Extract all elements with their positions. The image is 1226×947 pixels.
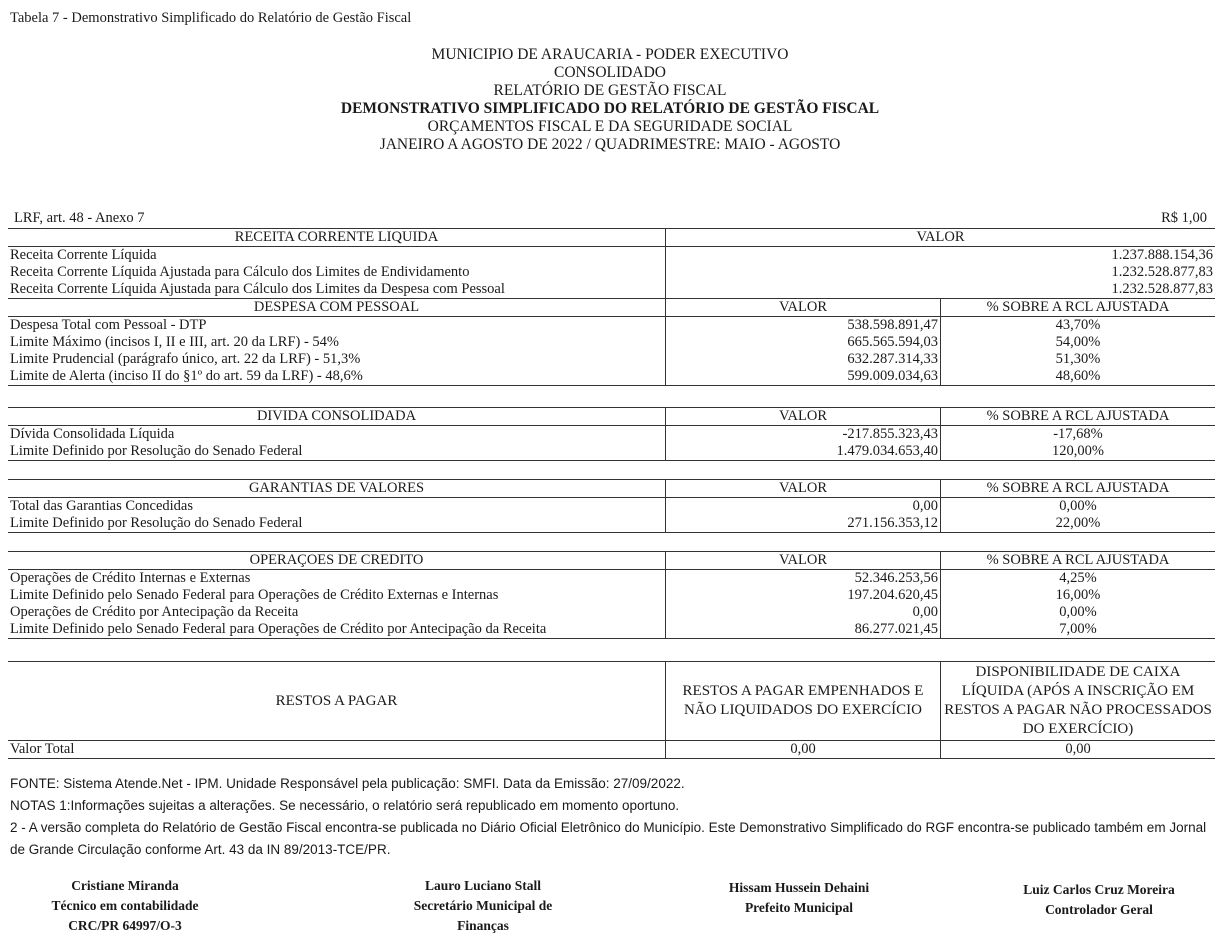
row-value: 271.156.353,12 [666, 515, 941, 533]
notes-section [10, 773, 1220, 861]
valor-header: VALOR [666, 552, 941, 570]
signature-role: Controlador Geral [1045, 902, 1153, 917]
row-value: 197.204.620,45 [666, 587, 941, 604]
row-label: Limite Definido pelo Senado Federal para Operações de Crédito por Antecipação da Receita [8, 621, 666, 639]
row-pct: 22,00% [941, 515, 1216, 533]
pct-header: % SOBRE A RCL AJUSTADA [941, 480, 1216, 498]
garantias-table [8, 479, 1215, 533]
row-pct: 16,00% [941, 587, 1216, 604]
row-pct: 7,00% [941, 621, 1216, 639]
signature-controller [984, 880, 1214, 920]
restos-table [8, 661, 1215, 759]
valor-header: VALOR [666, 480, 941, 498]
table-row [8, 480, 1215, 498]
pct-header: % SOBRE A RCL AJUSTADA [941, 408, 1216, 426]
table-row [8, 570, 1215, 588]
row-label: Dívida Consolidada Líquida [10, 426, 175, 442]
row-value: 1.479.034.653,40 [666, 443, 941, 461]
row-value: 0,00 [666, 741, 941, 759]
row-label: Limite Definido por Resolução do Senado Federal [8, 515, 666, 533]
row-label: Limite de Alerta (inciso II do §1º do art. 59 da LRF) - 48,6% [8, 368, 666, 386]
note-1: NOTAS 1:Informações sujeitas a alterações. Se necessário, o relatório será republicado em momento oportuno. [10, 798, 680, 813]
divida-table [8, 407, 1215, 461]
table-row [8, 426, 1215, 444]
table-row [8, 247, 1215, 265]
signature-role: Técnico em contabilidade [51, 898, 199, 913]
row-pct: 0,00% [941, 604, 1216, 621]
pct-header: % SOBRE A RCL AJUSTADA [941, 299, 1216, 317]
signature-name: Luiz Carlos Cruz Moreira [1023, 882, 1175, 897]
row-label: Despesa Total com Pessoal - DTP [10, 317, 207, 333]
header-period: JANEIRO A AGOSTO DE 2022 / QUADRIMESTRE: MAIO - AGOSTO [379, 136, 841, 153]
row-label: Receita Corrente Líquida Ajustada para Cálculo dos Limites da Despesa com Pessoal [8, 281, 666, 299]
garantias-header: GARANTIAS DE VALORES [8, 480, 666, 498]
row-value: 1.232.528.877,83 [666, 264, 1216, 281]
row-value: -217.855.323,43 [666, 426, 941, 444]
source-note: FONTE: Sistema Atende.Net - IPM. Unidade Responsável pela publicação: SMFI. Data da Emissão: 27/09/2022. [10, 776, 685, 791]
row-pct: -17,68% [941, 426, 1216, 444]
rcl-valor-header: VALOR [666, 229, 1216, 247]
table-row [8, 515, 1215, 533]
table-row [8, 264, 1215, 281]
row-label: Receita Corrente Líquida [10, 247, 157, 263]
row-pct: 120,00% [941, 443, 1216, 461]
row-value: 1.232.528.877,83 [666, 281, 1216, 299]
table-row [8, 334, 1215, 351]
row-label: Total das Garantias Concedidas [10, 498, 193, 514]
row-pct: 43,70% [941, 317, 1216, 335]
row-value: 632.287.314,33 [666, 351, 941, 368]
table-row [8, 741, 1215, 759]
table-row [8, 229, 1215, 247]
signature-name: Cristiane Miranda [71, 878, 179, 893]
signature-role: Secretário Municipal de [413, 898, 553, 913]
table-row [8, 299, 1215, 317]
restos-col3-header: DISPONIBILIDADE DE CAIXA LÍQUIDA (APÓS A INSCRIÇÃO EM RESTOS A PAGAR NÃO PROCESSADOS DO EXERCÍCIO) [941, 662, 1216, 741]
table-row [8, 621, 1215, 639]
row-label: Limite Prudencial (parágrafo único, art. 22 da LRF) - 51,3% [10, 351, 361, 367]
row-value: 1.237.888.154,36 [666, 247, 1216, 265]
row-value: 0,00 [941, 741, 1216, 759]
header-budgets: ORÇAMENTOS FISCAL E DA SEGURIDADE SOCIAL [427, 118, 793, 135]
row-value: 86.277.021,45 [666, 621, 941, 639]
signature-accountant [20, 876, 230, 936]
credito-header: OPERAÇOES DE CREDITO [8, 552, 666, 570]
restos-col2-header: RESTOS A PAGAR EMPENHADOS E NÃO LIQUIDADOS DO EXERCÍCIO [666, 662, 941, 741]
table-row [8, 662, 1215, 741]
credito-table [8, 551, 1215, 639]
signature-name: Hissam Hussein Dehaini [728, 880, 870, 895]
header-report: RELATÓRIO DE GESTÃO FISCAL [493, 82, 727, 99]
signature-extra: Finanças [457, 918, 509, 933]
table-row [8, 351, 1215, 368]
row-label: Limite Definido por Resolução do Senado Federal [8, 443, 666, 461]
pct-header: % SOBRE A RCL AJUSTADA [941, 552, 1216, 570]
table-row [8, 281, 1215, 299]
table-row [8, 443, 1215, 461]
row-label: Limite Máximo (incisos I, II e III, art. 20 da LRF) - 54% [10, 334, 339, 350]
row-label: Operações de Crédito por Antecipação da Receita [10, 604, 299, 620]
row-value: 0,00 [666, 498, 941, 516]
row-value: 0,00 [666, 604, 941, 621]
table-row [8, 552, 1215, 570]
table-row [8, 604, 1215, 621]
row-value: 538.598.891,47 [666, 317, 941, 335]
row-label: Operações de Crédito Internas e Externas [10, 570, 251, 586]
signature-extra: CRC/PR 64997/O-3 [68, 918, 182, 933]
report-header [0, 46, 1220, 154]
table-row [8, 368, 1215, 386]
row-value: 599.009.034,63 [666, 368, 941, 386]
header-title: DEMONSTRATIVO SIMPLIFICADO DO RELATÓRIO DE GESTÃO FISCAL [340, 100, 880, 117]
row-label: Valor Total [8, 741, 666, 759]
row-label: Limite Definido pelo Senado Federal para Operações de Crédito Externas e Internas [10, 587, 499, 603]
signature-role: Prefeito Municipal [744, 900, 854, 915]
table-row [8, 408, 1215, 426]
table-row [8, 587, 1215, 604]
lrf-reference: LRF, art. 48 - Anexo 7 [14, 210, 145, 226]
valor-header: VALOR [666, 299, 941, 317]
rcl-header: RECEITA CORRENTE LIQUIDA [8, 229, 666, 247]
row-pct: 51,30% [941, 351, 1216, 368]
row-pct: 0,00% [941, 498, 1216, 516]
table-caption: Tabela 7 - Demonstrativo Simplificado do Relatório de Gestão Fiscal [10, 10, 412, 26]
row-value: 665.565.594,03 [666, 334, 941, 351]
signature-name: Lauro Luciano Stall [424, 878, 542, 893]
row-pct: 4,25% [941, 570, 1216, 588]
signature-finance-secretary [378, 876, 588, 936]
row-value: 52.346.253,56 [666, 570, 941, 588]
pessoal-header: DESPESA COM PESSOAL [8, 299, 666, 317]
signature-mayor [694, 878, 904, 918]
header-municipality: MUNICIPIO DE ARAUCARIA - PODER EXECUTIVO [431, 46, 789, 63]
rcl-pessoal-table [8, 228, 1215, 386]
row-pct: 48,60% [941, 368, 1216, 386]
table-row [8, 317, 1215, 335]
currency-unit: R$ 1,00 [1161, 210, 1207, 226]
valor-header: VALOR [666, 408, 941, 426]
table-row [8, 498, 1215, 516]
row-pct: 54,00% [941, 334, 1216, 351]
row-label: Receita Corrente Líquida Ajustada para Cálculo dos Limites de Endividamento [10, 264, 470, 280]
header-scope: CONSOLIDADO [554, 64, 666, 81]
divida-header: DIVIDA CONSOLIDADA [8, 408, 666, 426]
note-2: 2 - A versão completa do Relatório de Gestão Fiscal encontra-se publicada no Diário Oficial Eletrônico do Município. Este Demonstrativo Simplificado do RGF encontra-se publicado também em Jornal de Grande Circulação conforme Art. 43 da IN 89/2013-TCE/PR. [10, 820, 1207, 857]
restos-header: RESTOS A PAGAR [8, 662, 666, 741]
